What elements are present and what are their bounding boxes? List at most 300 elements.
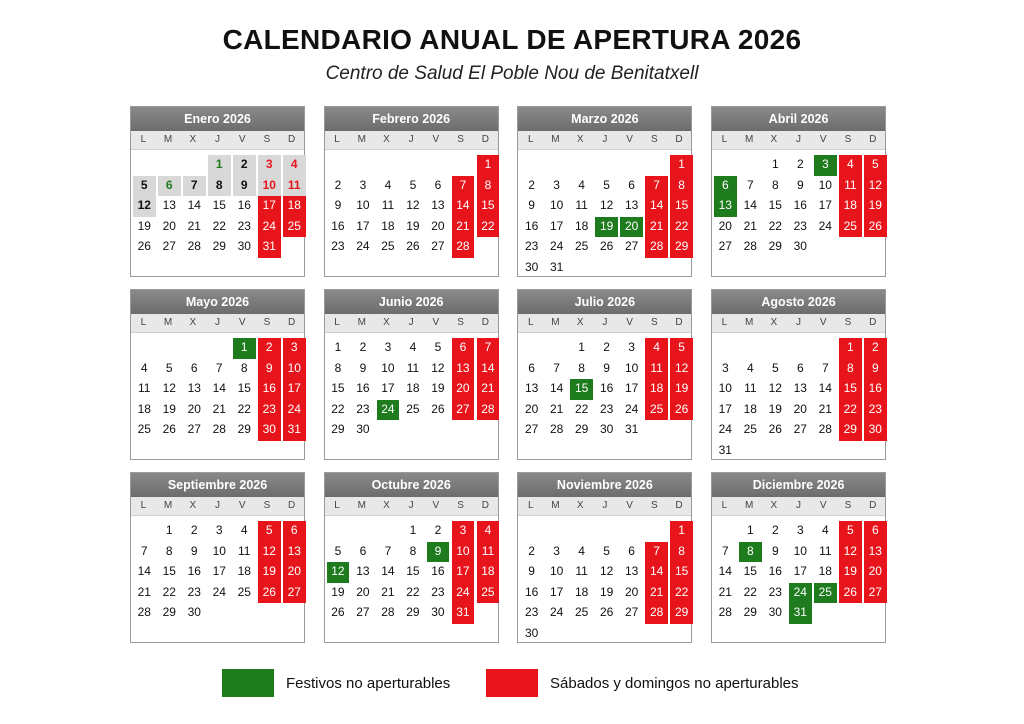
day-cell-weekend: 30 — [258, 420, 281, 441]
day-cell-weekend: 18 — [477, 562, 500, 583]
weekday-label: L — [721, 317, 728, 328]
day-cell-weekend: 4 — [839, 155, 862, 176]
empty-cell — [327, 521, 350, 542]
weekday-label: L — [527, 134, 534, 145]
empty-cell — [789, 338, 812, 359]
day-cell: 9 — [603, 360, 610, 375]
day-cell: 28 — [718, 605, 732, 619]
day-cell: 23 — [331, 239, 345, 253]
day-cell: 14 — [212, 381, 226, 395]
day-cell-past: 4 — [283, 155, 306, 176]
month-5 — [324, 289, 499, 460]
day-cell-weekend: 6 — [452, 338, 475, 359]
day-cell: 2 — [434, 523, 442, 537]
day-cell: 10 — [549, 198, 564, 212]
day-cell-weekend: 4 — [645, 338, 668, 359]
day-cell-weekend: 6 — [864, 521, 887, 542]
day-cell-weekend: 18 — [645, 379, 668, 400]
day-cell: 7 — [384, 543, 392, 558]
day-cell: 12 — [599, 198, 614, 212]
weekday-label: M — [744, 134, 754, 145]
day-cell: 12 — [162, 381, 176, 395]
day-cell-festivo: 13 — [714, 196, 737, 217]
month-title: Mayo 2026 — [131, 290, 304, 314]
weekday-label: M — [163, 317, 173, 328]
day-grid — [325, 338, 498, 441]
weekday-header — [518, 131, 691, 150]
day-cell-past: 6 — [158, 176, 181, 197]
empty-cell — [327, 155, 350, 176]
empty-cell — [570, 521, 593, 542]
day-cell-weekend: 25 — [477, 583, 500, 604]
day-cell-past: 5 — [133, 176, 156, 197]
day-cell-weekend: 21 — [477, 379, 500, 400]
day-cell: 28 — [187, 239, 201, 253]
day-cell-weekend: 5 — [839, 521, 862, 542]
day-cell: 23 — [431, 584, 445, 599]
day-cell-weekend: 3 — [283, 338, 306, 359]
empty-cell — [158, 155, 181, 176]
day-cell: 30 — [768, 605, 782, 619]
day-cell: 28 — [549, 422, 564, 436]
weekday-label: M — [357, 317, 366, 328]
day-cell: 19 — [431, 381, 445, 395]
day-cell: 20 — [718, 218, 732, 233]
day-cell: 7 — [215, 360, 223, 375]
day-cell: 8 — [165, 543, 173, 558]
day-cell: 21 — [818, 401, 832, 416]
day-cell: 21 — [718, 584, 732, 599]
legend-item-weekends — [486, 668, 799, 698]
day-cell-weekend: 14 — [452, 196, 475, 217]
day-cell: 16 — [599, 381, 614, 395]
day-cell-weekend: 1 — [670, 155, 693, 176]
day-cell-weekend: 19 — [864, 196, 887, 217]
weekday-label: X — [576, 134, 584, 145]
day-cell: 6 — [628, 177, 635, 192]
weekday-label: S — [457, 500, 464, 511]
empty-cell — [183, 338, 206, 359]
day-cell: 1 — [165, 523, 173, 537]
day-cell-weekend: 28 — [477, 400, 500, 421]
day-cell-weekend: 2 — [864, 338, 887, 359]
day-cell-festivo: 24 — [789, 583, 812, 604]
day-cell-weekend: 21 — [645, 583, 668, 604]
empty-cell — [133, 155, 156, 176]
day-cell: 23 — [768, 584, 782, 599]
weekday-header — [712, 131, 885, 150]
day-cell-past: 1 — [208, 155, 231, 176]
day-cell-weekend: 30 — [864, 420, 887, 441]
day-cell: 20 — [187, 401, 201, 416]
day-cell-weekend: 25 — [645, 400, 668, 421]
day-cell: 13 — [162, 198, 176, 212]
day-cell: 29 — [237, 422, 251, 436]
weekday-label: V — [432, 500, 440, 511]
weekday-label: M — [744, 500, 754, 511]
day-cell: 13 — [793, 381, 807, 395]
day-cell: 25 — [574, 239, 589, 253]
day-cell-weekend: 24 — [258, 217, 281, 238]
empty-cell — [739, 338, 762, 359]
day-cell-weekend: 2 — [258, 338, 281, 359]
weekday-label: M — [744, 317, 754, 328]
weekday-label: V — [432, 134, 440, 145]
weekday-header — [131, 131, 304, 150]
day-cell: 15 — [212, 198, 226, 212]
day-cell: 12 — [599, 564, 614, 578]
weekday-label: M — [551, 317, 560, 328]
legend-label-festivos: Festivos no aperturables — [286, 674, 451, 692]
day-cell-weekend: 25 — [283, 217, 306, 238]
day-cell: 30 — [187, 605, 201, 619]
day-cell: 6 — [190, 360, 198, 375]
day-cell: 4 — [821, 523, 829, 537]
day-cell-weekend: 13 — [283, 542, 306, 563]
calendar-grid — [130, 106, 893, 643]
empty-cell — [545, 155, 568, 176]
day-cell: 18 — [818, 564, 832, 578]
day-cell-weekend: 5 — [258, 521, 281, 542]
day-cell: 11 — [238, 543, 251, 558]
day-cell: 21 — [743, 218, 757, 233]
weekday-label: X — [576, 317, 584, 328]
day-cell: 2 — [359, 340, 367, 354]
month-4 — [130, 289, 305, 460]
day-cell: 12 — [431, 360, 445, 375]
day-cell: 19 — [768, 401, 782, 416]
weekday-label: D — [481, 500, 489, 511]
day-cell: 24 — [549, 605, 564, 619]
day-cell: 28 — [818, 422, 832, 436]
day-cell: 20 — [524, 401, 539, 416]
empty-cell — [570, 155, 593, 176]
month-title: Noviembre 2026 — [518, 473, 691, 497]
month-title: Diciembre 2026 — [712, 473, 885, 497]
day-cell-weekend: 17 — [258, 196, 281, 217]
day-cell: 10 — [793, 543, 807, 558]
weekday-header — [712, 314, 885, 333]
day-cell: 14 — [137, 564, 151, 578]
day-cell-weekend: 24 — [283, 400, 306, 421]
weekday-label: L — [334, 500, 340, 511]
day-cell-festivo: 6 — [714, 176, 737, 197]
day-cell: 3 — [553, 177, 560, 192]
weekday-header — [712, 497, 885, 516]
day-cell: 17 — [549, 218, 564, 233]
day-cell-weekend: 31 — [258, 237, 281, 258]
day-cell: 26 — [406, 239, 420, 253]
day-cell: 7 — [140, 543, 148, 558]
day-cell-weekend: 17 — [283, 379, 306, 400]
day-cell-festivo: 12 — [327, 562, 350, 583]
day-cell: 11 — [381, 198, 395, 212]
day-cell-weekend: 19 — [839, 562, 862, 583]
day-cell-weekend: 15 — [477, 196, 500, 217]
weekday-label: S — [844, 134, 852, 145]
day-cell: 1 — [334, 340, 342, 354]
weekday-label: D — [675, 134, 683, 145]
day-cell-weekend: 23 — [258, 400, 281, 421]
day-cell: 13 — [624, 198, 639, 212]
day-cell: 9 — [771, 543, 779, 558]
day-cell: 23 — [187, 584, 201, 599]
empty-cell — [764, 338, 787, 359]
empty-cell — [133, 338, 156, 359]
day-cell: 25 — [237, 584, 251, 599]
day-cell: 18 — [137, 401, 151, 416]
legend-item-festivos — [222, 668, 450, 698]
day-cell: 22 — [743, 584, 757, 599]
weekday-label: X — [770, 134, 778, 145]
day-cell: 30 — [524, 625, 539, 640]
day-cell: 2 — [603, 340, 610, 354]
weekday-label: V — [626, 500, 633, 511]
day-cell-weekend: 1 — [477, 155, 500, 176]
day-cell-weekend: 28 — [452, 237, 475, 258]
day-cell: 1 — [771, 157, 779, 171]
day-cell-weekend: 5 — [864, 155, 887, 176]
day-cell: 20 — [793, 401, 807, 416]
day-cell: 16 — [431, 564, 445, 578]
day-cell: 4 — [384, 177, 392, 192]
day-cell: 30 — [599, 422, 614, 436]
day-cell: 2 — [528, 177, 535, 192]
day-cell-weekend: 15 — [670, 196, 693, 217]
day-cell: 29 — [212, 239, 226, 253]
day-cell: 28 — [212, 422, 226, 436]
day-cell: 31 — [718, 442, 732, 457]
legend-swatch-red — [486, 669, 538, 697]
day-cell-weekend: 21 — [645, 217, 668, 238]
day-cell: 14 — [549, 381, 564, 395]
day-cell-weekend: 22 — [670, 217, 693, 238]
day-cell: 5 — [334, 543, 342, 558]
day-cell: 16 — [793, 198, 807, 212]
day-cell: 14 — [187, 198, 201, 212]
day-cell-weekend: 18 — [839, 196, 862, 217]
day-cell: 22 — [574, 401, 589, 416]
day-cell: 6 — [796, 360, 804, 375]
day-cell: 26 — [162, 422, 176, 436]
day-cell: 25 — [743, 422, 757, 436]
day-cell-weekend: 29 — [670, 603, 693, 624]
month-10 — [517, 472, 692, 643]
day-cell: 23 — [599, 401, 614, 416]
day-cell: 15 — [237, 381, 251, 395]
weekday-label: D — [288, 134, 296, 145]
day-cell: 15 — [768, 198, 782, 212]
weekday-label: S — [457, 134, 464, 145]
day-grid — [712, 338, 885, 461]
day-cell-weekend: 19 — [258, 562, 281, 583]
day-cell: 15 — [162, 564, 176, 578]
day-cell-weekend: 1 — [839, 338, 862, 359]
day-cell: 17 — [793, 564, 807, 578]
day-cell-weekend: 9 — [864, 359, 887, 380]
day-cell: 29 — [768, 239, 782, 253]
day-cell-weekend: 1 — [670, 521, 693, 542]
day-cell: 1 — [746, 523, 754, 537]
day-cell: 25 — [381, 239, 395, 253]
day-cell-past: 10 — [258, 176, 281, 197]
weekday-label: J — [796, 500, 802, 511]
month-title: Julio 2026 — [518, 290, 691, 314]
day-cell: 21 — [381, 584, 395, 599]
day-cell: 12 — [768, 381, 782, 395]
day-cell-weekend: 17 — [452, 562, 475, 583]
day-cell: 27 — [524, 422, 539, 436]
day-cell: 3 — [553, 543, 560, 558]
weekday-label: J — [602, 500, 608, 511]
empty-cell — [452, 155, 475, 176]
day-cell-weekend: 29 — [839, 420, 862, 441]
day-cell: 31 — [549, 259, 564, 274]
day-cell-weekend: 14 — [645, 562, 668, 583]
day-cell-weekend: 26 — [258, 583, 281, 604]
month-title: Agosto 2026 — [712, 290, 885, 314]
day-cell: 17 — [356, 218, 370, 233]
empty-cell — [545, 521, 568, 542]
day-cell-festivo: 8 — [739, 542, 762, 563]
day-cell: 3 — [796, 523, 804, 537]
day-cell: 11 — [744, 381, 757, 395]
weekday-label: L — [721, 500, 728, 511]
weekday-label: D — [869, 317, 877, 328]
empty-cell — [645, 521, 668, 542]
empty-cell — [520, 338, 543, 359]
day-cell: 18 — [574, 584, 589, 599]
day-cell: 9 — [528, 198, 535, 212]
day-cell-weekend: 19 — [670, 379, 693, 400]
day-cell: 26 — [137, 239, 151, 253]
empty-cell — [427, 155, 450, 176]
day-cell-weekend: 26 — [864, 217, 887, 238]
day-cell-weekend: 16 — [258, 379, 281, 400]
day-cell: 27 — [187, 422, 201, 436]
weekday-label: X — [770, 500, 778, 511]
day-cell: 7 — [746, 177, 754, 192]
day-cell-weekend: 7 — [452, 176, 475, 197]
day-grid — [131, 155, 304, 258]
weekday-label: V — [238, 500, 246, 511]
day-cell: 22 — [768, 218, 782, 233]
empty-cell — [183, 155, 206, 176]
day-cell: 27 — [624, 605, 639, 619]
day-cell: 18 — [743, 401, 757, 416]
day-cell: 7 — [553, 360, 560, 375]
day-cell: 21 — [212, 401, 226, 416]
empty-cell — [714, 155, 737, 176]
day-grid — [518, 338, 691, 441]
day-cell-past: 8 — [208, 176, 231, 197]
day-cell: 19 — [162, 401, 176, 416]
day-cell-weekend: 31 — [452, 603, 475, 624]
day-cell: 8 — [240, 360, 248, 375]
day-cell: 8 — [578, 360, 585, 375]
empty-cell — [377, 521, 400, 542]
day-cell-weekend: 22 — [670, 583, 693, 604]
empty-cell — [739, 155, 762, 176]
weekday-label: V — [626, 134, 633, 145]
day-cell: 26 — [599, 239, 614, 253]
day-cell-past: 11 — [283, 176, 306, 197]
day-cell: 25 — [574, 605, 589, 619]
day-cell: 19 — [406, 218, 420, 233]
day-cell-weekend: 20 — [864, 562, 887, 583]
month-title: Enero 2026 — [131, 107, 304, 131]
day-cell-weekend: 7 — [477, 338, 500, 359]
day-cell: 9 — [796, 177, 804, 192]
day-cell: 5 — [165, 360, 173, 375]
weekday-label: S — [263, 317, 271, 328]
day-cell-weekend: 29 — [670, 237, 693, 258]
day-cell-festivo: 9 — [427, 542, 450, 563]
day-cell-weekend: 12 — [258, 542, 281, 563]
day-cell: 25 — [406, 401, 420, 416]
day-cell: 11 — [575, 198, 588, 212]
weekday-label: J — [214, 500, 220, 511]
weekday-label: V — [819, 500, 827, 511]
day-cell-weekend: 8 — [670, 176, 693, 197]
day-cell: 9 — [359, 360, 367, 375]
day-cell-past: 7 — [183, 176, 206, 197]
day-grid — [518, 155, 691, 278]
weekday-label: D — [288, 317, 296, 328]
day-cell: 13 — [524, 381, 539, 395]
day-cell: 4 — [578, 543, 585, 558]
day-cell: 1 — [578, 340, 585, 354]
day-cell: 28 — [137, 605, 151, 619]
empty-cell — [595, 521, 618, 542]
day-cell-weekend: 11 — [839, 176, 862, 197]
month-title: Septiembre 2026 — [131, 473, 304, 497]
empty-cell — [352, 155, 375, 176]
day-cell: 14 — [818, 381, 832, 395]
day-cell: 4 — [409, 340, 417, 354]
month-3 — [711, 106, 886, 277]
day-grid — [712, 155, 885, 258]
day-cell-festivo: 20 — [620, 217, 643, 238]
day-cell: 11 — [138, 381, 151, 395]
day-cell: 20 — [431, 218, 445, 233]
day-cell-festivo: 3 — [814, 155, 837, 176]
day-cell-weekend: 20 — [283, 562, 306, 583]
page-title: CALENDARIO ANUAL DE APERTURA 2026 — [222, 24, 802, 55]
day-cell: 29 — [406, 605, 420, 619]
weekday-label: J — [214, 134, 220, 145]
day-cell-weekend: 7 — [645, 176, 668, 197]
weekday-label: M — [551, 134, 560, 145]
weekday-label: M — [551, 500, 560, 511]
day-cell: 4 — [746, 360, 754, 375]
day-cell: 27 — [356, 605, 370, 619]
weekday-label: L — [140, 500, 147, 511]
day-cell-past: 9 — [233, 176, 256, 197]
day-cell-weekend: 12 — [839, 542, 862, 563]
day-cell: 16 — [356, 381, 370, 395]
day-cell-weekend: 5 — [670, 338, 693, 359]
day-cell: 12 — [406, 198, 420, 212]
day-cell-weekend: 13 — [864, 542, 887, 563]
day-cell: 11 — [406, 360, 420, 375]
weekday-label: D — [869, 134, 877, 145]
day-cell: 18 — [406, 381, 420, 395]
day-cell: 3 — [628, 340, 635, 354]
day-cell: 17 — [549, 584, 564, 599]
day-cell: 18 — [381, 218, 395, 233]
weekday-header — [518, 314, 691, 333]
